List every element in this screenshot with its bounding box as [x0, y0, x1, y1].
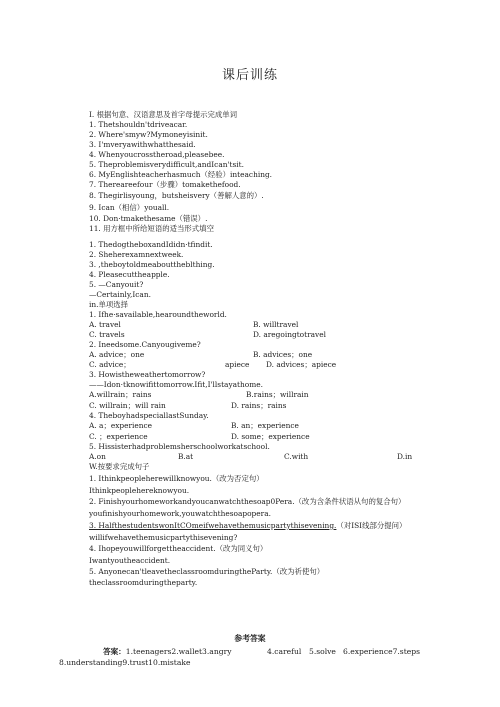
section-1-item: 9. Ican（相信）youall. [89, 203, 170, 212]
question-dialogue: ——Idon·tknowifittomorrow.Ifit,I'llstayathome. [89, 380, 263, 389]
section-2-item: 1. ThedogtheboxandIdidn·tfindit. [89, 240, 213, 249]
section-1-item: 5. Theproblemisverydifficult,andIcan'tsit. [89, 160, 244, 169]
option-d: D. aregoingtotravel [253, 330, 326, 339]
option-c: C. ；experience [89, 432, 148, 441]
option-d: D. rains；rains [231, 401, 287, 410]
option-a: A. advice；one [89, 350, 145, 359]
question-stem: 4. TheboyhadspeciallastSunday. [89, 411, 209, 420]
rewrite-item: 4. Ihopeyouwillforgettheaccident.（改为同义句） [89, 544, 268, 553]
section-2-heading: 11. 用方框中所给短语的适当形式填空 [89, 224, 214, 233]
option-b: B. an；experience [231, 421, 299, 430]
section-2-item: 5. —Canyouit? [89, 280, 144, 289]
section-3-heading: in.单项选择 [89, 300, 129, 309]
rewrite-answer-line: youfinishyourhomework,youwatchthesoapopera. [89, 509, 271, 518]
option-a: A. travel [89, 320, 121, 329]
section-1-item: 8. Thegirlisyoung，butsheisvery（善解人意的）. [89, 191, 264, 200]
rewrite-answer-line: Ithinkpeoplehereknowyou. [89, 486, 190, 495]
rewrite-item: 5. Anyonecan'tleavetheclassroomduringtheParty.（改为祈使句） [89, 567, 325, 576]
section-1-item: 1. Thetshouldn'tdriveacar. [89, 120, 188, 129]
question-stem: 2. Ineedsome.Canyougiveme? [89, 340, 201, 349]
section-1-heading: I. 根据句意、汉语意思及首字母提示完成单词 [89, 110, 238, 119]
section-4-heading: W.按要求完成句子 [89, 462, 150, 471]
option-c: C.with [284, 452, 309, 461]
option-c: C. travels [89, 330, 125, 339]
answer-item: 5.solve [309, 647, 336, 656]
option-d: D.in [397, 452, 413, 461]
option-d: D. advices；apiece [266, 360, 337, 369]
rewrite-item: 1. Ithinkpeopleherewillknowyou.（改为否定句） [89, 474, 264, 483]
answer-line: 8.understanding9.trust10.mistake [59, 658, 191, 667]
section-2-item: 4. Pleasecuttheapple. [89, 270, 170, 279]
section-2-item: —Certainly,Ican. [89, 290, 151, 299]
rewrite-answer-line: theclassroomduringtheparty. [89, 578, 198, 587]
question-stem: 3. Howistheweathertomorrow? [89, 370, 206, 379]
option-c-continued: apiece [225, 360, 250, 369]
page-title: 课后训练 [221, 68, 278, 83]
option-a: A.on [89, 452, 106, 461]
rewrite-item: 2. Finishyourhomeworkandyoucanwatchthesoap0Pera.（改为含条件状语从句的复合句） [89, 497, 406, 506]
section-1-item: 6. MyEnglishteacherhasmuch（经验）inteaching. [89, 170, 273, 179]
section-2-item: 2. Sheherexamnextweek. [89, 250, 184, 259]
section-1-item: 3. I'mveryawithwhatthesaid. [89, 140, 196, 149]
answer-key-heading: 参考答案 [234, 634, 266, 643]
answer-item: 6.experience7.steps [343, 647, 421, 656]
option-d: D. some；experience [231, 432, 310, 441]
section-2-item: 3. ,theboytoldmeabouttheblthing. [89, 260, 215, 269]
section-1-item: 7. Thereareefour（步骤）tomakethefood. [89, 180, 241, 189]
question-stem: 5. Hissisterhadproblemsherschoolworkatschool. [89, 442, 270, 451]
question-stem: 1. Ifhe·savailable,hearoundtheworld. [89, 310, 227, 319]
rewrite-answer-line: willifwehavethemusicpartythisevening? [89, 533, 238, 542]
option-b: B.rains；willrain [246, 390, 309, 399]
option-b: B.at [178, 452, 194, 461]
section-1-item: 2. Where'smyw?Mymoneyisinit. [89, 130, 208, 139]
option-a: A.willrain；rains [89, 390, 152, 399]
option-c: C. willrain；will rain [89, 401, 166, 410]
option-c: C. advice； [89, 360, 131, 369]
option-b: B. willtravel [253, 320, 299, 329]
option-b: B. advices；one [253, 350, 313, 359]
section-1-item: 4. Whenyoucrosstheroad,pleasebee. [89, 150, 225, 159]
rewrite-instruction: （对ISI线部分提问） [336, 521, 407, 530]
section-1-item: 10. Don·tmakethesame（错误）. [89, 214, 208, 223]
answer-item: 4.careful [267, 647, 302, 656]
rewrite-answer-line: Iwantyoutheaccident. [89, 556, 171, 565]
answer-label: 答案：1.teenagers2.wallet3.angry [103, 647, 232, 656]
underlined-sentence: 3. HalfthestudentswonItCOmeifwehavethemusicpartythisevening. [89, 521, 337, 530]
rewrite-item [89, 521, 406, 530]
option-a: A. a；experience [89, 421, 153, 430]
